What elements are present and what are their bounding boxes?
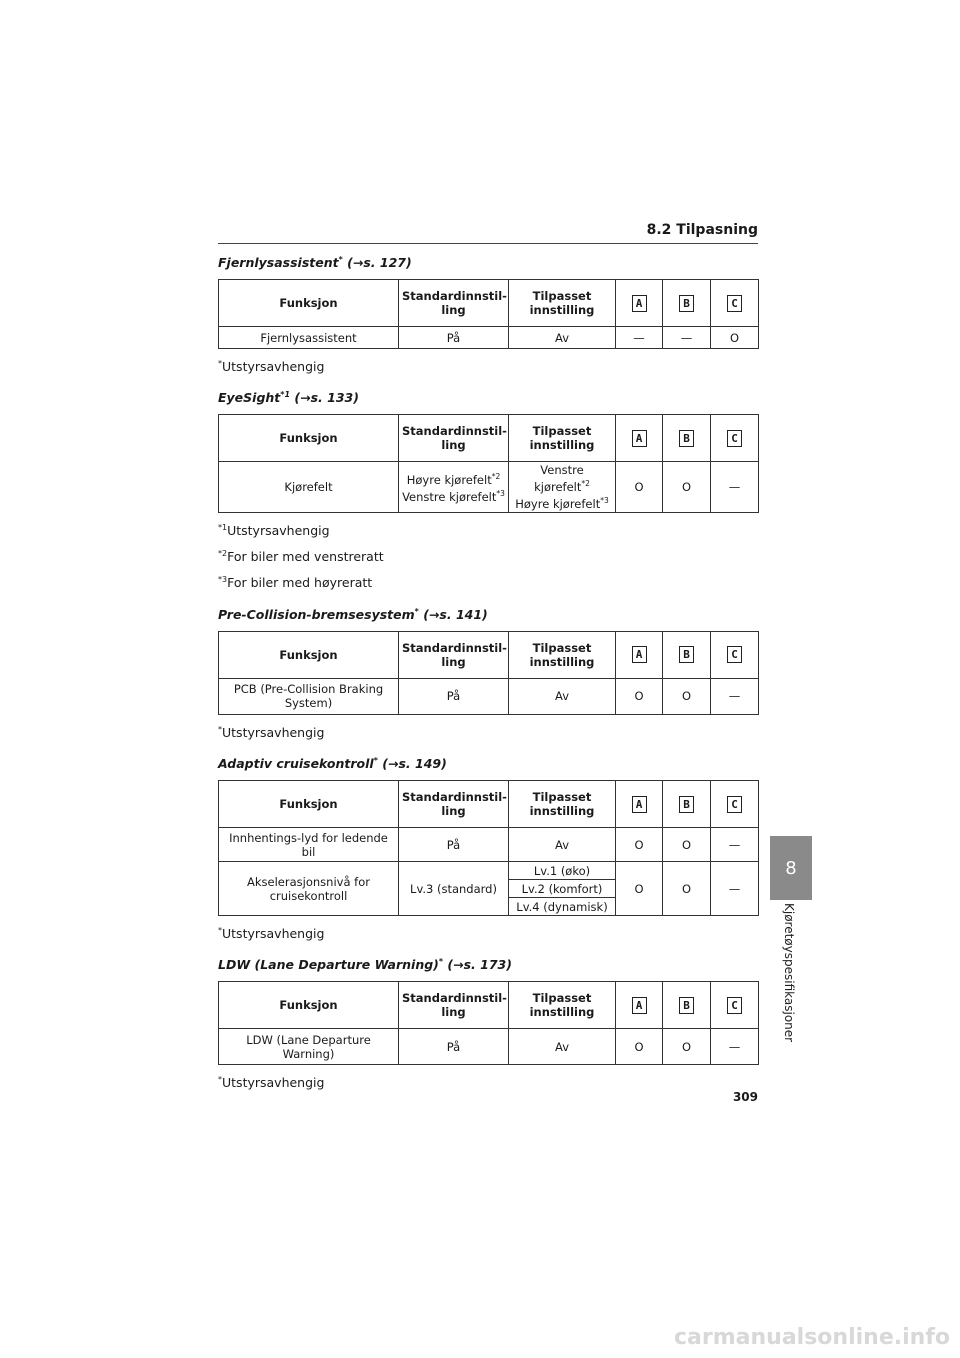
- a-box-icon: A: [632, 796, 647, 813]
- c-box-icon: C: [727, 997, 742, 1014]
- footnote: $^{*3}$For biler med høyreratt: [218, 575, 373, 591]
- footnote: *Utstyrsavhengig: [218, 1075, 325, 1091]
- chapter-label: Kjøretøyspesifikasjoner: [782, 903, 796, 1043]
- b-box-icon: B: [679, 430, 694, 447]
- table-pcb: [218, 631, 759, 715]
- a-box-icon: A: [632, 646, 647, 663]
- table-row: Innhentings-lyd for ledende bil På Av O O —: [219, 828, 759, 862]
- watermark: carmanualsonline.info: [674, 1325, 950, 1350]
- table-acc: [218, 780, 759, 916]
- footnote: *Utstyrsavhengig: [218, 359, 325, 375]
- b-box-icon: B: [679, 997, 694, 1014]
- table-header-row: Funksjon Standardinnstil-ling Tilpasset innstilling A B C: [219, 781, 759, 828]
- table-row: Kjørefelt Høyre kjørefelt$^{*2}$ Venstre kjørefelt$^{*3}$ Venstre kjørefelt$^{*2}$ Høyre kjørefelt$^{*3}$ O O —: [219, 462, 759, 513]
- b-box-icon: B: [679, 646, 694, 663]
- table-row: Akselerasjonsnivå for cruisekontroll Lv.3 (standard) Lv.1 (øko) O O —: [219, 862, 759, 880]
- footnote: $^{*2}$For biler med venstreratt: [218, 549, 384, 565]
- b-box-icon: B: [679, 295, 694, 312]
- c-box-icon: C: [727, 796, 742, 813]
- a-box-icon: A: [632, 997, 647, 1014]
- section-title-eyesight: EyeSight$^{*1}$ (→s. 133): [218, 390, 359, 406]
- col-standard: Standardinnstil-ling: [399, 280, 509, 327]
- col-c: [711, 280, 759, 327]
- page-header: 8.2 Tilpasning: [218, 222, 758, 244]
- a-box-icon: A: [632, 430, 647, 447]
- section-title-acc: Adaptiv cruisekontroll* (→s. 149): [218, 755, 447, 772]
- page-content: [218, 252, 758, 1092]
- footnote: *Utstyrsavhengig: [218, 724, 325, 740]
- chapter-tab: 8: [770, 836, 812, 900]
- footnote: *Utstyrsavhengig: [218, 926, 325, 942]
- col-b: [663, 280, 711, 327]
- section-title-pcb: Pre-Collision-bremsesystem* (→s. 141): [218, 606, 488, 622]
- c-box-icon: C: [727, 295, 742, 312]
- table-fjernlys: [218, 279, 759, 349]
- section-title-ldw: LDW (Lane Departure Warning)* (→s. 173): [218, 957, 512, 973]
- table-ldw: [218, 981, 759, 1065]
- footnote: $^{*1}$Utstyrsavhengig: [218, 523, 330, 539]
- a-box-icon: A: [632, 295, 647, 312]
- table-row: Lv.4 (dynamisk): [219, 898, 759, 916]
- b-box-icon: B: [679, 796, 694, 813]
- table-eyesight: [218, 414, 759, 513]
- table-header-row: Funksjon Standardinnstil-ling Tilpasset innstilling A B C: [219, 982, 759, 1029]
- table-row: Lv.2 (komfort): [219, 880, 759, 898]
- section-title-fjernlys: Fjernlysassistent* (→s. 127): [218, 255, 412, 271]
- table-row: Fjernlysassistent På Av — — O: [219, 327, 759, 349]
- col-a: [616, 280, 663, 327]
- table-header-row: [219, 280, 759, 327]
- col-tilpasset: Tilpasset innstilling: [509, 280, 616, 327]
- table-row: LDW (Lane Departure Warning) På Av O O —: [219, 1029, 759, 1065]
- c-box-icon: C: [727, 646, 742, 663]
- table-header-row: Funksjon Standardinnstil-ling Tilpasset innstilling A B C: [219, 415, 759, 462]
- c-box-icon: C: [727, 430, 742, 447]
- page-number: 309: [732, 1090, 758, 1104]
- col-funksjon: Funksjon: [219, 280, 399, 327]
- table-row: PCB (Pre-Collision Braking System) På Av O O —: [219, 678, 759, 714]
- table-header-row: Funksjon Standardinnstil-ling Tilpasset innstilling A B C: [219, 631, 759, 678]
